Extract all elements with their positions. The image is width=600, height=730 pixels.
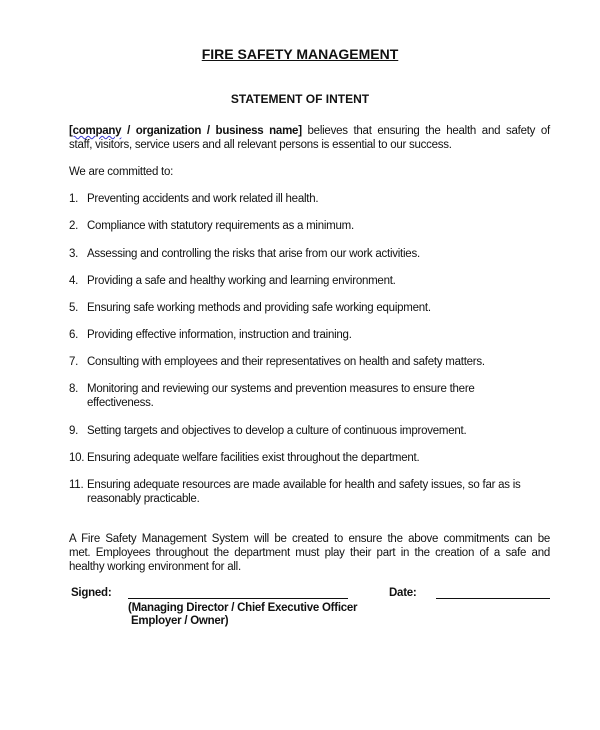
commitment-text: Assessing and controlling the risks that arise from our work activities. [87, 248, 420, 260]
commitment-item [69, 478, 521, 492]
closing-line-1: A Fire Safety Management System will be created to ensure the above commitments can be [69, 533, 550, 545]
document-title: FIRE SAFETY MANAGEMENT [201, 46, 399, 62]
document-subtitle: STATEMENT OF INTENT [230, 92, 370, 106]
committed-label: We are committed to: [69, 166, 174, 178]
commitment-number: 5. [69, 302, 79, 314]
commitment-item [69, 219, 354, 233]
company-placeholder: [company [69, 125, 122, 137]
commitment-item [69, 382, 475, 396]
commitment-number: 6. [69, 329, 79, 341]
closing-line-3: healthy working environment for all. [69, 561, 241, 573]
commitment-text: Providing effective information, instruction and training. [87, 329, 352, 341]
commitment-number: 1. [69, 193, 79, 205]
commitment-item [69, 424, 466, 438]
commitment-number: 11. [69, 479, 84, 491]
commitment-number: 9. [69, 425, 79, 437]
commitment-item-continuation [69, 396, 154, 410]
commitment-item [69, 328, 352, 342]
date-line[interactable] [436, 598, 550, 599]
commitment-text: reasonably practicable. [87, 493, 200, 505]
commitment-text: Preventing accidents and work related ill health. [87, 193, 319, 205]
commitment-text: Compliance with statutory requirements as a minimum. [87, 220, 354, 232]
commitment-text: Ensuring adequate resources are made available for health and safety issues, so far as is [87, 479, 521, 491]
commitment-number: 7. [69, 356, 79, 368]
commitment-number: 4. [69, 275, 79, 287]
commitment-text: Ensuring safe working methods and providing safe working equipment. [87, 302, 431, 314]
commitment-item [69, 274, 396, 288]
commitment-item [69, 451, 419, 465]
commitment-number: 10. [69, 452, 85, 464]
commitment-text: Providing a safe and healthy working and learning environment. [87, 275, 396, 287]
commitment-text: effectiveness. [87, 397, 154, 409]
signature-line[interactable] [128, 598, 348, 599]
commitment-text: Consulting with employees and their representatives on health and safety matters. [87, 356, 485, 368]
commitment-number: 2. [69, 220, 79, 232]
commitment-number: 3. [69, 248, 79, 260]
commitment-item [69, 355, 485, 369]
date-label: Date: [389, 587, 417, 599]
commitment-number: 8. [69, 383, 79, 395]
signed-label: Signed: [71, 587, 112, 599]
commitment-item [69, 192, 318, 206]
commitment-text: Ensuring adequate welfare facilities exist throughout the department. [87, 452, 420, 464]
commitment-item [69, 247, 420, 261]
commitment-item-continuation [69, 492, 200, 506]
signer-role-line-2: Employer / Owner) [131, 615, 229, 627]
commitment-text: Setting targets and objectives to develop a culture of continuous improvement. [87, 425, 467, 437]
commitment-text: Monitoring and reviewing our systems and prevention measures to ensure there [87, 383, 475, 395]
closing-line-2: met. Employees throughout the department must play their part in the creation of a safe and [69, 547, 550, 559]
intro-line-1: [company / organization / business name] believes that ensuring the health and safety of [69, 125, 551, 137]
intro-line-2: staff, visitors, service users and all relevant persons is essential to our success. [69, 139, 452, 151]
signer-role-line-1: (Managing Director / Chief Executive Officer [128, 602, 358, 614]
commitment-item [69, 301, 431, 315]
